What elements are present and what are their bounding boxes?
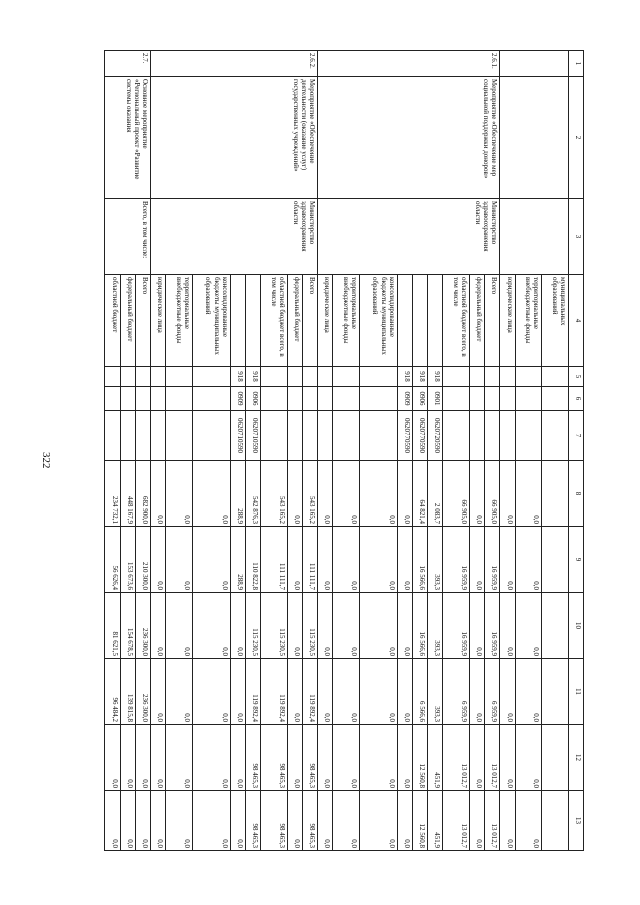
funding-source-cell: Всего bbox=[135, 275, 150, 367]
page-number: 322 bbox=[40, 452, 52, 469]
amount-cell: 0,0 bbox=[500, 725, 515, 791]
amount-cell: 0,0 bbox=[192, 659, 230, 725]
amount-cell: 98 465,3 bbox=[302, 725, 317, 791]
grbs-code-cell bbox=[302, 367, 317, 387]
amount-cell: 0,0 bbox=[318, 461, 333, 527]
grbs-code-cell bbox=[542, 367, 568, 387]
funding-source-cell: федеральный бюджет bbox=[120, 275, 135, 367]
amount-cell: 0,0 bbox=[359, 461, 397, 527]
amount-cell: 13 012,7 bbox=[485, 791, 500, 851]
amount-cell: 111 111,7 bbox=[261, 527, 287, 593]
row-number-cell bbox=[500, 51, 568, 77]
amount-cell: 0,0 bbox=[333, 659, 359, 725]
amount-cell: 66 905,0 bbox=[485, 461, 500, 527]
amount-cell: 0,0 bbox=[318, 593, 333, 659]
grbs-code-cell: 918 bbox=[245, 367, 260, 387]
amount-cell: 0,0 bbox=[515, 791, 541, 851]
amount-cell: 119 892,4 bbox=[302, 659, 317, 725]
amount-cell: 0,0 bbox=[151, 791, 166, 851]
section-code-cell: 0901 bbox=[428, 387, 443, 411]
section-code-cell bbox=[105, 387, 121, 411]
amount-cell: 0,0 bbox=[287, 725, 302, 791]
amount-cell: 0,0 bbox=[166, 725, 192, 791]
amount-cell: 0,0 bbox=[333, 791, 359, 851]
amount-cell: 0,0 bbox=[287, 461, 302, 527]
grbs-code-cell bbox=[105, 367, 121, 387]
amount-cell: 393,3 bbox=[428, 659, 443, 725]
amount-cell: 0,0 bbox=[166, 659, 192, 725]
amount-cell: 0,0 bbox=[166, 791, 192, 851]
funding-source-cell bbox=[230, 275, 245, 367]
measure-name-cell bbox=[500, 77, 568, 199]
section-code-cell bbox=[192, 387, 230, 411]
measure-name-cell: Мероприятие «Обеспечение мер социальной поддержки доноров» bbox=[318, 77, 500, 199]
amount-cell: 0,0 bbox=[151, 527, 166, 593]
amount-cell: 6 959,9 bbox=[443, 659, 469, 725]
amount-cell: 110 822,8 bbox=[245, 527, 260, 593]
column-header: 6 bbox=[568, 387, 583, 411]
section-code-cell bbox=[443, 387, 469, 411]
amount-cell: 236 300,0 bbox=[135, 659, 150, 725]
grbs-code-cell bbox=[192, 367, 230, 387]
amount-cell: 0,0 bbox=[359, 593, 397, 659]
grbs-code-cell bbox=[443, 367, 469, 387]
amount-cell bbox=[542, 791, 568, 851]
amount-cell: 13 012,7 bbox=[443, 725, 469, 791]
amount-cell: 16 566,6 bbox=[412, 527, 427, 593]
grbs-code-cell bbox=[318, 367, 333, 387]
target-article-cell bbox=[485, 411, 500, 461]
amount-cell: 0,0 bbox=[333, 461, 359, 527]
funding-source-cell: юридические лица bbox=[318, 275, 333, 367]
funding-source-cell: юридические лица bbox=[500, 275, 515, 367]
target-article-cell: 0620770590 bbox=[412, 411, 427, 461]
amount-cell bbox=[542, 659, 568, 725]
amount-cell: 0,0 bbox=[192, 725, 230, 791]
amount-cell: 0,0 bbox=[166, 593, 192, 659]
amount-cell: 448 167,9 bbox=[120, 461, 135, 527]
section-code-cell bbox=[333, 387, 359, 411]
funding-source-cell: Всего bbox=[485, 275, 500, 367]
funding-source-cell: Всего bbox=[302, 275, 317, 367]
executor-cell: Всего, в том числе: bbox=[105, 199, 151, 275]
funding-source-cell bbox=[412, 275, 427, 367]
section-code-cell bbox=[261, 387, 287, 411]
amount-cell: 0,0 bbox=[318, 725, 333, 791]
row-number-cell: 2.6.2. bbox=[151, 51, 318, 77]
budget-table bbox=[104, 50, 584, 851]
funding-source-cell bbox=[245, 275, 260, 367]
amount-cell: 0,0 bbox=[359, 791, 397, 851]
grbs-code-cell bbox=[359, 367, 397, 387]
amount-cell: 119 892,4 bbox=[245, 659, 260, 725]
table-row bbox=[485, 51, 500, 851]
section-code-cell bbox=[469, 387, 484, 411]
amount-cell: 393,3 bbox=[428, 527, 443, 593]
amount-cell: 16 959,9 bbox=[485, 593, 500, 659]
section-code-cell: 0909 bbox=[397, 387, 412, 411]
amount-cell: 0,0 bbox=[469, 791, 484, 851]
amount-cell: 96 484,2 bbox=[105, 659, 121, 725]
amount-cell: 0,0 bbox=[333, 593, 359, 659]
target-article-cell bbox=[333, 411, 359, 461]
grbs-code-cell: 918 bbox=[397, 367, 412, 387]
amount-cell: 0,0 bbox=[359, 725, 397, 791]
section-code-cell bbox=[359, 387, 397, 411]
amount-cell: 543 165,2 bbox=[302, 461, 317, 527]
grbs-code-cell bbox=[500, 367, 515, 387]
section-code-cell: 0909 bbox=[230, 387, 245, 411]
target-article-cell bbox=[318, 411, 333, 461]
funding-source-cell: федеральный бюджет bbox=[469, 275, 484, 367]
amount-cell: 393,3 bbox=[428, 593, 443, 659]
section-code-cell: 0906 bbox=[245, 387, 260, 411]
target-article-cell bbox=[261, 411, 287, 461]
section-code-cell bbox=[287, 387, 302, 411]
section-code-cell bbox=[302, 387, 317, 411]
amount-cell: 0,0 bbox=[151, 659, 166, 725]
funding-source-cell bbox=[428, 275, 443, 367]
section-code-cell bbox=[485, 387, 500, 411]
table-row bbox=[542, 51, 568, 851]
amount-cell: 16 959,9 bbox=[443, 527, 469, 593]
funding-source-cell: муниципальных образований bbox=[542, 275, 568, 367]
amount-cell: 66 905,0 bbox=[443, 461, 469, 527]
amount-cell: 0,0 bbox=[397, 791, 412, 851]
amount-cell: 13 012,7 bbox=[485, 725, 500, 791]
amount-cell bbox=[542, 593, 568, 659]
amount-cell: 0,0 bbox=[500, 659, 515, 725]
grbs-code-cell bbox=[151, 367, 166, 387]
table-row bbox=[135, 51, 150, 851]
funding-source-cell: федеральный бюджет bbox=[287, 275, 302, 367]
amount-cell: 0,0 bbox=[469, 725, 484, 791]
funding-source-cell: территориальные внебюджетные фонды bbox=[333, 275, 359, 367]
target-article-cell: 0620770590 bbox=[397, 411, 412, 461]
amount-cell: 0,0 bbox=[469, 461, 484, 527]
amount-cell: 288,9 bbox=[230, 527, 245, 593]
amount-cell bbox=[542, 527, 568, 593]
amount-cell: 0,0 bbox=[230, 659, 245, 725]
column-header: 4 bbox=[568, 275, 583, 367]
amount-cell: 2 083,7 bbox=[428, 461, 443, 527]
amount-cell: 451,9 bbox=[428, 791, 443, 851]
amount-cell: 111 111,7 bbox=[302, 527, 317, 593]
amount-cell: 12 560,8 bbox=[412, 725, 427, 791]
amount-cell: 0,0 bbox=[359, 527, 397, 593]
amount-cell: 98 465,3 bbox=[302, 791, 317, 851]
amount-cell: 0,0 bbox=[397, 659, 412, 725]
amount-cell: 682 900,0 bbox=[135, 461, 150, 527]
target-article-cell bbox=[443, 411, 469, 461]
amount-cell: 0,0 bbox=[515, 593, 541, 659]
amount-cell: 0,0 bbox=[287, 593, 302, 659]
amount-cell: 12 560,8 bbox=[412, 791, 427, 851]
column-header: 3 bbox=[568, 199, 583, 275]
amount-cell: 542 876,3 bbox=[245, 461, 260, 527]
section-code-cell: 0906 bbox=[412, 387, 427, 411]
amount-cell: 115 230,5 bbox=[302, 593, 317, 659]
target-article-cell bbox=[166, 411, 192, 461]
column-header: 8 bbox=[568, 461, 583, 527]
row-number-cell: 2.6.1. bbox=[318, 51, 500, 77]
amount-cell: 6 959,9 bbox=[485, 659, 500, 725]
amount-cell: 0,0 bbox=[333, 725, 359, 791]
amount-cell: 0,0 bbox=[397, 593, 412, 659]
target-article-cell bbox=[151, 411, 166, 461]
amount-cell: 0,0 bbox=[318, 527, 333, 593]
amount-cell: 0,0 bbox=[318, 791, 333, 851]
amount-cell: 236 300,0 bbox=[135, 593, 150, 659]
amount-cell: 0,0 bbox=[500, 593, 515, 659]
amount-cell: 0,0 bbox=[135, 791, 150, 851]
amount-cell: 0,0 bbox=[166, 461, 192, 527]
column-header: 11 bbox=[568, 659, 583, 725]
executor-cell: Министерство здравоохранения области bbox=[151, 199, 318, 275]
row-number-cell: 2.7. bbox=[105, 51, 151, 77]
target-article-cell: 0620710590 bbox=[230, 411, 245, 461]
amount-cell: 0,0 bbox=[230, 725, 245, 791]
funding-source-cell: территориальные внебюджетные фонды bbox=[166, 275, 192, 367]
grbs-code-cell bbox=[135, 367, 150, 387]
amount-cell: 0,0 bbox=[397, 461, 412, 527]
amount-cell: 115 230,5 bbox=[261, 593, 287, 659]
target-article-cell bbox=[359, 411, 397, 461]
amount-cell: 0,0 bbox=[120, 791, 135, 851]
amount-cell: 98 465,3 bbox=[261, 791, 287, 851]
header-row bbox=[568, 51, 583, 851]
amount-cell: 0,0 bbox=[105, 725, 121, 791]
funding-source-cell: юридические лица bbox=[151, 275, 166, 367]
amount-cell: 0,0 bbox=[287, 527, 302, 593]
amount-cell: 0,0 bbox=[105, 791, 121, 851]
amount-cell: 16 959,9 bbox=[485, 527, 500, 593]
amount-cell: 0,0 bbox=[192, 461, 230, 527]
amount-cell: 0,0 bbox=[515, 725, 541, 791]
amount-cell: 0,0 bbox=[397, 527, 412, 593]
amount-cell bbox=[542, 725, 568, 791]
amount-cell: 0,0 bbox=[515, 527, 541, 593]
amount-cell: 139 815,8 bbox=[120, 659, 135, 725]
grbs-code-cell bbox=[515, 367, 541, 387]
amount-cell: 115 230,5 bbox=[245, 593, 260, 659]
amount-cell: 0,0 bbox=[192, 593, 230, 659]
amount-cell: 0,0 bbox=[166, 527, 192, 593]
column-header: 2 bbox=[568, 77, 583, 199]
target-article-cell bbox=[135, 411, 150, 461]
amount-cell: 0,0 bbox=[515, 659, 541, 725]
amount-cell: 0,0 bbox=[469, 593, 484, 659]
target-article-cell bbox=[515, 411, 541, 461]
amount-cell: 0,0 bbox=[230, 593, 245, 659]
funding-source-cell: областной бюджет всего, в том числе bbox=[261, 275, 287, 367]
amount-cell: 0,0 bbox=[151, 725, 166, 791]
amount-cell: 81 621,5 bbox=[105, 593, 121, 659]
amount-cell: 0,0 bbox=[469, 659, 484, 725]
column-header: 1 bbox=[568, 51, 583, 77]
executor-cell bbox=[500, 199, 568, 275]
amount-cell: 56 626,4 bbox=[105, 527, 121, 593]
table-body bbox=[105, 51, 584, 851]
funding-source-cell: консолидированные бюджеты муниципальных образований bbox=[192, 275, 230, 367]
rotated-table-container bbox=[104, 50, 584, 850]
amount-cell: 13 012,7 bbox=[443, 791, 469, 851]
funding-source-cell: областной бюджет всего, в том числе bbox=[443, 275, 469, 367]
section-code-cell bbox=[166, 387, 192, 411]
funding-source-cell: областной бюджет bbox=[105, 275, 121, 367]
section-code-cell bbox=[135, 387, 150, 411]
amount-cell: 0,0 bbox=[500, 527, 515, 593]
grbs-code-cell bbox=[166, 367, 192, 387]
amount-cell: 0,0 bbox=[359, 659, 397, 725]
amount-cell: 0,0 bbox=[500, 461, 515, 527]
amount-cell: 234 732,1 bbox=[105, 461, 121, 527]
target-article-cell bbox=[287, 411, 302, 461]
amount-cell: 6 566,6 bbox=[412, 659, 427, 725]
table-row bbox=[302, 51, 317, 851]
target-article-cell bbox=[469, 411, 484, 461]
amount-cell: 0,0 bbox=[500, 791, 515, 851]
executor-cell: Министерство здравоохранения области bbox=[318, 199, 500, 275]
amount-cell: 0,0 bbox=[151, 593, 166, 659]
amount-cell: 98 465,3 bbox=[245, 791, 260, 851]
section-code-cell bbox=[515, 387, 541, 411]
amount-cell: 0,0 bbox=[192, 791, 230, 851]
grbs-code-cell: 918 bbox=[428, 367, 443, 387]
target-article-cell bbox=[105, 411, 121, 461]
amount-cell: 153 673,6 bbox=[120, 527, 135, 593]
amount-cell: 210 300,0 bbox=[135, 527, 150, 593]
target-article-cell bbox=[120, 411, 135, 461]
grbs-code-cell bbox=[333, 367, 359, 387]
column-header: 10 bbox=[568, 593, 583, 659]
amount-cell: 119 892,4 bbox=[261, 659, 287, 725]
amount-cell: 154 678,5 bbox=[120, 593, 135, 659]
target-article-cell bbox=[500, 411, 515, 461]
amount-cell: 0,0 bbox=[120, 725, 135, 791]
amount-cell: 98 465,3 bbox=[261, 725, 287, 791]
amount-cell: 451,9 bbox=[428, 725, 443, 791]
grbs-code-cell bbox=[120, 367, 135, 387]
section-code-cell bbox=[151, 387, 166, 411]
section-code-cell bbox=[542, 387, 568, 411]
amount-cell: 0,0 bbox=[515, 461, 541, 527]
amount-cell: 16 566,6 bbox=[412, 593, 427, 659]
measure-name-cell: Мероприятие «Обеспечение деятельности (оказание услуг) государственных учреждений» bbox=[151, 77, 318, 199]
amount-cell bbox=[542, 461, 568, 527]
target-article-cell: 0620720590 bbox=[428, 411, 443, 461]
amount-cell: 0,0 bbox=[192, 527, 230, 593]
amount-cell: 0,0 bbox=[318, 659, 333, 725]
section-code-cell bbox=[120, 387, 135, 411]
amount-cell: 543 165,2 bbox=[261, 461, 287, 527]
target-article-cell bbox=[302, 411, 317, 461]
target-article-cell bbox=[192, 411, 230, 461]
column-header: 12 bbox=[568, 725, 583, 791]
funding-source-cell bbox=[397, 275, 412, 367]
amount-cell: 64 821,4 bbox=[412, 461, 427, 527]
grbs-code-cell: 918 bbox=[412, 367, 427, 387]
grbs-code-cell bbox=[261, 367, 287, 387]
amount-cell: 0,0 bbox=[230, 791, 245, 851]
grbs-code-cell bbox=[287, 367, 302, 387]
amount-cell: 98 465,3 bbox=[245, 725, 260, 791]
amount-cell: 0,0 bbox=[333, 527, 359, 593]
column-header: 7 bbox=[568, 411, 583, 461]
amount-cell: 0,0 bbox=[287, 659, 302, 725]
funding-source-cell: территориальные внебюджетные фонды bbox=[515, 275, 541, 367]
amount-cell: 0,0 bbox=[397, 725, 412, 791]
funding-source-cell: консолидированные бюджеты муниципальных образований bbox=[359, 275, 397, 367]
amount-cell: 0,0 bbox=[135, 725, 150, 791]
section-code-cell bbox=[318, 387, 333, 411]
measure-name-cell: Основное мероприятие «Региональный проект «Развитие системы оказания bbox=[105, 77, 151, 199]
grbs-code-cell bbox=[485, 367, 500, 387]
column-header: 13 bbox=[568, 791, 583, 851]
amount-cell: 16 959,9 bbox=[443, 593, 469, 659]
target-article-cell: 0620710590 bbox=[245, 411, 260, 461]
amount-cell: 0,0 bbox=[469, 527, 484, 593]
amount-cell: 0,0 bbox=[151, 461, 166, 527]
column-header: 9 bbox=[568, 527, 583, 593]
grbs-code-cell bbox=[469, 367, 484, 387]
section-code-cell bbox=[500, 387, 515, 411]
amount-cell: 0,0 bbox=[287, 791, 302, 851]
target-article-cell bbox=[542, 411, 568, 461]
column-header: 5 bbox=[568, 367, 583, 387]
amount-cell: 288,9 bbox=[230, 461, 245, 527]
grbs-code-cell: 918 bbox=[230, 367, 245, 387]
